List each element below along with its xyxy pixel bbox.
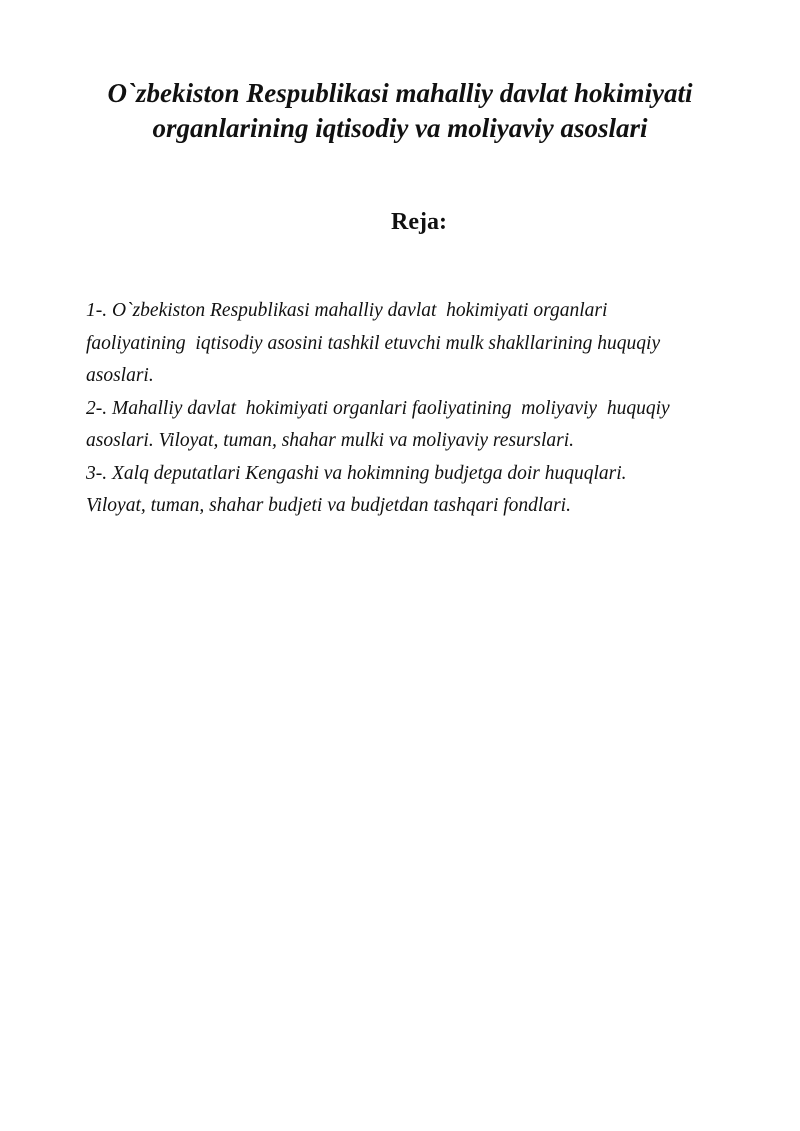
plan-item-3 bbox=[86, 458, 776, 523]
plan-item-2 bbox=[86, 393, 776, 458]
plan-item-1-line-2: faoliyatining iqtisodiy asosini tashkil etuvchi mulk shakllarining huquqiy bbox=[86, 332, 661, 354]
plan-item-3-line-2: Viloyat, tuman, shahar budjeti va budjetdan tashqari fondlari. bbox=[86, 495, 571, 516]
plan-item-3-line-1: 3-. Xalq deputatlari Kengashi va hokimning budjetga doir huquqlari. bbox=[86, 462, 627, 484]
document-title-line-1: O`zbekiston Respublikasi mahalliy davlat hokimiyati bbox=[107, 78, 693, 108]
plan-item-1 bbox=[86, 295, 776, 393]
plan-heading: Reja: bbox=[391, 209, 447, 235]
document-title bbox=[60, 76, 740, 146]
plan-item-1-line-3: asoslari. bbox=[86, 365, 154, 386]
plan-item-1-line-1: 1-. O`zbekiston Respublikasi mahalliy davlat hokimiyati organlari bbox=[86, 300, 608, 321]
plan-item-2-line-2: asoslari. Viloyat, tuman, shahar mulki va moliyaviy resurslari. bbox=[86, 430, 575, 451]
plan-item-2-line-1: 2-. Mahalliy davlat hokimiyati organlari faoliyatining moliyaviy huquqiy bbox=[86, 397, 670, 419]
plan-list bbox=[86, 295, 776, 523]
document-title-line-2: organlarining iqtisodiy va moliyaviy asoslari bbox=[152, 113, 648, 143]
